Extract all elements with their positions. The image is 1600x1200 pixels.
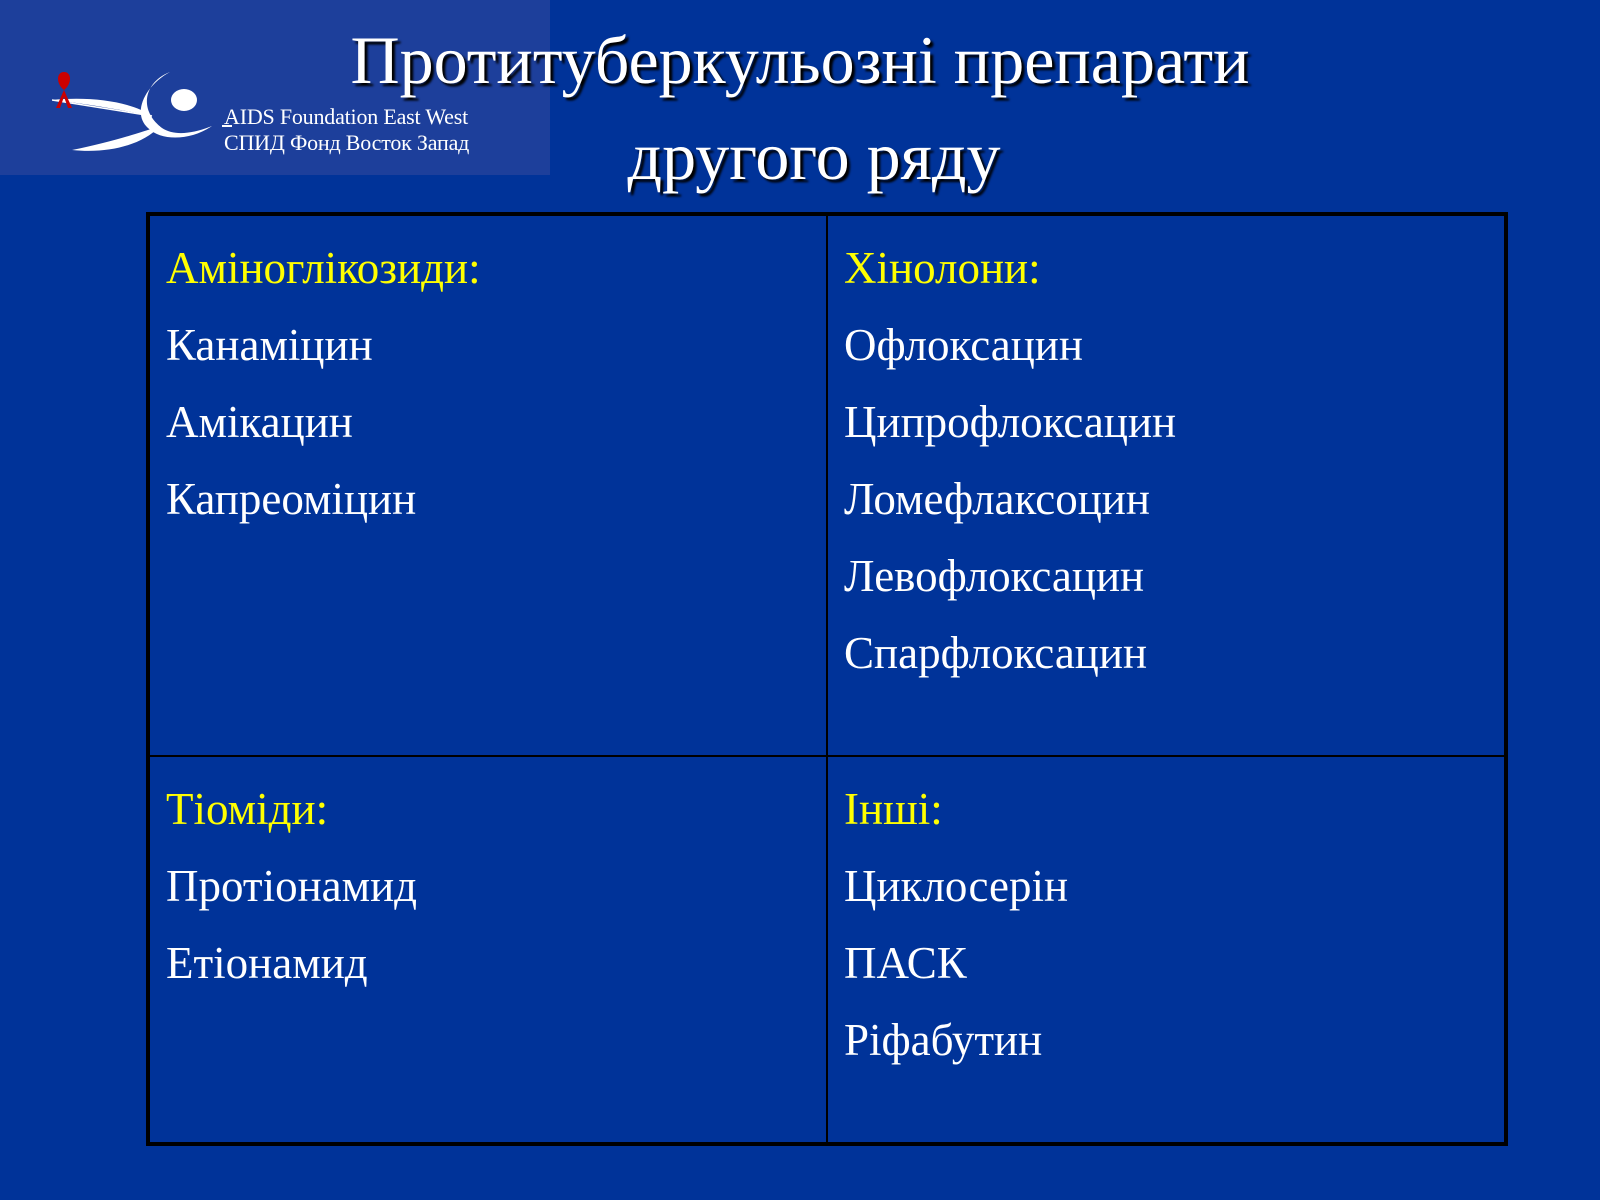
list-item: Ломефлаксоцин xyxy=(844,474,1150,524)
list-item: Протіонамид xyxy=(166,861,418,911)
list-item: Циклосерін xyxy=(844,861,1069,911)
cell-others xyxy=(827,756,1506,1144)
slide-title xyxy=(0,12,1600,204)
list-item: Капреоміцин xyxy=(166,474,417,524)
list-item: Ципрофлоксацин xyxy=(844,397,1177,447)
list-item: Офлоксацин xyxy=(844,320,1083,370)
list-item: Амікацин xyxy=(166,397,353,447)
cell-heading: Тіоміди: xyxy=(166,784,329,834)
drug-table xyxy=(146,212,1508,1146)
list-item: ПАСК xyxy=(844,938,967,988)
list-item: Левофлоксацин xyxy=(844,551,1145,601)
list-item: Канаміцин xyxy=(166,320,373,370)
cell-quinolones xyxy=(827,214,1506,756)
title-line-2: другого ряду xyxy=(627,118,1001,194)
cell-heading: Аміноглікозиди: xyxy=(166,243,481,293)
cell-heading: Інші: xyxy=(844,784,943,834)
title-line-1: Протитуберкульозні препарати xyxy=(350,22,1250,98)
table-row xyxy=(148,214,1506,756)
list-item: Ріфабутин xyxy=(844,1015,1043,1065)
table-row xyxy=(148,756,1506,1144)
list-item: Етіонамид xyxy=(166,938,368,988)
logo-text-russian: СПИД Фонд Восток Запад xyxy=(224,130,470,155)
list-item: Спарфлоксацин xyxy=(844,628,1148,678)
cell-thioamides xyxy=(148,756,827,1144)
logo-text-english: AIDS Foundation East West xyxy=(224,104,468,129)
cell-aminoglycosides xyxy=(148,214,827,756)
cell-heading: Хінолони: xyxy=(844,243,1041,293)
